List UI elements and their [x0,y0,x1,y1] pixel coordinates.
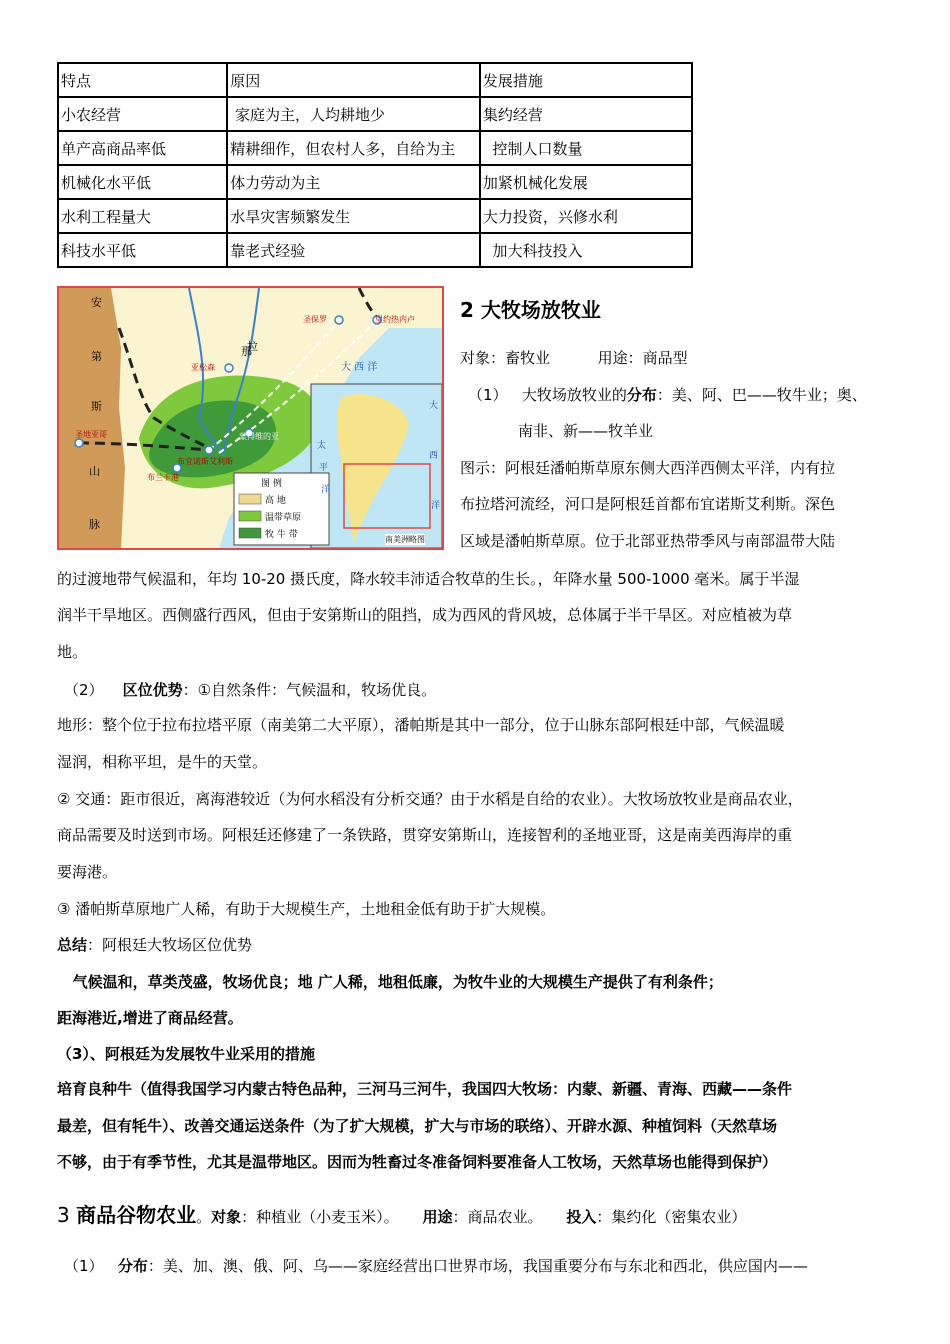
map-label-andes: 斯 [91,400,102,413]
inset-title: 南美洲略图 [385,535,425,544]
section-number: 3 [57,1203,77,1227]
map-label-na: 那 [241,345,252,358]
table-cell: 加大科技投入 [480,233,692,267]
measures-title: （3）、阿根廷为发展牧牛业采用的措施 [57,1045,315,1063]
figure-caption-line: 区域是潘帕斯草原。位于北部亚热带季风与南部温带大陆 [460,532,836,550]
map-label-andes: 山 [89,465,100,478]
table-cell: 水旱灾害频繁发生 [227,199,480,233]
table-cell: 体力劳动为主 [227,165,480,199]
location-advantage-line [64,680,436,700]
table-cell: 精耕细作，但农村人多，自给为主 [227,131,480,165]
inset-label-pacific: 太 [317,441,327,451]
table-row [58,199,692,233]
inset-label-atlantic: 大 [429,401,439,411]
summary-line: 气候温和，草类茂盛，牧场优良；地 广人稀，地租低廉，为牧牛业的大规模生产提供了有利条件； [57,973,723,991]
legend-item-cattle-belt: 牧 牛 带 [265,530,298,540]
map-label-la: 拉 [247,340,258,353]
table-row [58,233,692,267]
climate-line: 润半干旱地区。西侧盛行西风，但由于安第斯山的阻挡，成为西风的背风坡，总体属于半干旱区。对应植被为草 [57,606,793,624]
text: ：商品农业。 [452,1208,567,1226]
inset-label-atlantic: 洋 [431,501,441,511]
legend-title: 图 例 [261,479,282,489]
section-2-object-line: 对象：畜牧业 用途：商品型 [460,349,688,367]
climate-line: 的过渡地带气候温和，年均 10-20 摄氏度，降水较丰沛适合牧草的生长。，年降水量 500-1000 毫米。属于半湿 [57,570,800,588]
map-label-buenos-aires: 布宜诺斯艾利斯 [177,457,233,466]
table-cell: 大力投资，兴修水利 [480,199,692,233]
table-cell: 集约经营 [480,97,692,131]
header-cell: 发展措施 [480,63,692,97]
table-row [58,131,692,165]
terrain-line: 地形：整个位于拉布拉塔平原（南美第二大平原），潘帕斯是其中一部分，位于山脉东部阿根廷中部，气候温暖 [57,716,785,734]
bold-label: 区位优势 [122,681,183,699]
map-label-asuncion: 亚松森 [191,363,215,372]
text: 。 [196,1208,212,1226]
table-cell: 机械化水平低 [58,165,227,199]
header-cell: 原因 [227,63,480,97]
measures-line: 最差，但有牦牛）、改善交通运送条件（为了扩大规模，扩大与市场的联络）、开辟水源、种植饲料（天然草场 [57,1117,778,1135]
map-label-atlantic: 大 西 洋 [341,362,378,373]
bold-label: 用途 [422,1208,453,1226]
section-3-distribution-line [64,1256,808,1276]
table-cell: 科技水平低 [58,233,227,267]
text: ：集约化（密集农业） [596,1208,747,1226]
table-cell: 加紧机械化发展 [480,165,692,199]
distribution-continuation: 南非、新——牧羊业 [518,422,654,440]
table-cell: 小农经营 [58,97,227,131]
inset-label-pacific: 平 [319,463,329,473]
bold-label: 分布 [117,1257,148,1275]
features-table [57,62,693,268]
list-number: （1） [64,1257,118,1275]
map-label-andes: 第 [91,350,102,363]
map-label-andes: 脉 [89,518,100,531]
text: ：美、阿、巴——牧牛业；奥、 [656,386,867,404]
measures-line: 培育良种牛（值得我国学习内蒙古特色品种，三河马三河牛，我国四大牧场：内蒙、新疆、青海、西藏——条件 [57,1080,793,1098]
label: 大牧场放牧业的 [521,386,627,404]
traffic-line: ② 交通：距市很近，离海港较近（为何水稻没有分析交通？由于水稻是自给的农业）。大牧场放牧业是商品农业， [57,790,803,808]
list-number: （2） [64,681,104,699]
traffic-line: 要海港。 [57,863,118,881]
map-label-santiago: 圣地亚哥 [75,430,107,439]
legend-item-highland: 高 地 [265,496,286,506]
section-2-title: 2 大牧场放牧业 [460,298,601,322]
land-line: ③ 潘帕斯草原地广人稀，有助于大规模生产，土地租金低有助于扩大规模。 [57,900,556,918]
table-cell: 家庭为主，人均耕地少 [227,97,480,131]
terrain-line: 湿润，相称平坦，是牛的天堂。 [57,753,268,771]
table-cell: 控制人口数量 [480,131,692,165]
measures-line: 不够，由于有季节性，尤其是温带地区。因而为牲畜过冬准备饲料要准备人工牧场，天然草场也能得到保护） [57,1153,778,1171]
table-cell: 水利工程量大 [58,199,227,233]
table-row [58,97,692,131]
list-number: （1） [468,386,508,404]
climate-line: 地。 [57,643,88,661]
figure-caption-line: 布拉塔河流经，河口是阿根廷首都布宜诺斯艾利斯。深色 [460,495,836,513]
header-cell: 特点 [58,63,227,97]
map-label-montevideo: 蒙得维的亚 [239,432,279,441]
inset-label-pacific: 洋 [321,485,331,495]
section-3-title: 商品谷物农业 [76,1203,197,1227]
bold-label: 分布 [626,386,657,404]
map-label-bahia-blanca: 布兰卡港 [147,473,179,482]
text: ：种植业（小麦玉米）。 [241,1208,423,1226]
summary-heading [57,935,252,955]
figure-caption-line: 图示：阿根廷潘帕斯草原东侧大西洋西侧太平洋，内有拉 [460,459,836,477]
text: ：美、加、澳、俄、阿、乌——家庭经营出口世界市场，我国重要分布与东北和西北，供应国内—— [147,1257,808,1275]
bold-label: 投入 [566,1208,597,1226]
map-label-rio: 里约热内卢 [375,315,415,324]
table-cell: 单产高商品率低 [58,131,227,165]
summary-line: 距海港近,增进了商品经营。 [57,1009,243,1027]
table-header-row [58,63,692,97]
text: ：①自然条件：气候温和，牧场优良。 [182,681,437,699]
bold-label: 对象 [211,1208,242,1226]
table-cell: 靠老式经验 [227,233,480,267]
traffic-line: 商品需要及时送到市场。阿根廷还修建了一条铁路，贯穿安第斯山，连接智利的圣地亚哥，这是南美西海岸的重 [57,826,793,844]
bold-label: 总结 [57,936,88,954]
map-label-andes: 安 [91,296,102,309]
pampas-map [57,286,444,550]
legend-item-grassland: 温带草原 [265,513,302,523]
inset-label-atlantic: 西 [429,451,439,461]
text: ：阿根廷大牧场区位优势 [87,936,253,954]
table-row [58,165,692,199]
distribution-paragraph [468,385,867,405]
section-3-heading-line [57,1202,746,1230]
map-label-sao-paulo: 圣保罗 [303,315,327,324]
